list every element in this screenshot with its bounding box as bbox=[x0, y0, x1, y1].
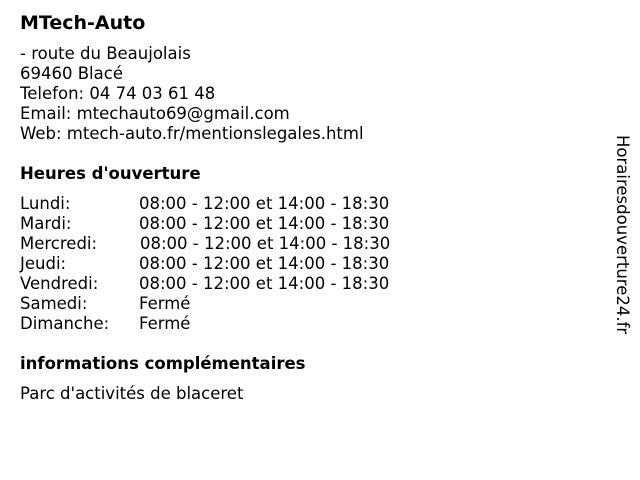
hours-day: Jeudi: bbox=[20, 254, 67, 273]
hours-heading: Heures d'ouverture bbox=[20, 164, 201, 183]
info-heading: informations complémentaires bbox=[20, 354, 306, 373]
hours-time: 08:00 - 12:00 et 14:00 - 18:30 bbox=[139, 274, 390, 293]
hours-day: Vendredi: bbox=[20, 274, 99, 293]
hours-day: Mardi: bbox=[20, 214, 72, 233]
hours-time: Fermé bbox=[139, 294, 191, 313]
hours-time: Fermé bbox=[139, 314, 191, 333]
hours-time: 08:00 - 12:00 et 14:00 - 18:30 bbox=[139, 214, 390, 233]
email-line: Email: mtechauto69@gmail.com bbox=[20, 104, 290, 123]
hours-day: Samedi: bbox=[20, 294, 88, 313]
address-street: - route du Beaujolais bbox=[20, 44, 191, 63]
web-line: Web: mtech-auto.fr/mentionslegales.html bbox=[20, 124, 364, 143]
hours-time: 08:00 - 12:00 et 14:00 - 18:30 bbox=[139, 194, 390, 213]
hours-day: Mercredi: bbox=[20, 234, 98, 253]
info-text: Parc d'activités de blaceret bbox=[20, 384, 244, 403]
business-name: MTech-Auto bbox=[20, 12, 146, 34]
watermark-text: Horairesdouverture24.fr bbox=[613, 135, 632, 335]
phone-line: Telefon: 04 74 03 61 48 bbox=[20, 84, 216, 103]
address-block bbox=[20, 44, 364, 144]
address-city: 69460 Blacé bbox=[20, 64, 123, 83]
hours-day: Dimanche: bbox=[20, 314, 110, 333]
hours-day: Lundi: bbox=[20, 194, 71, 213]
hours-time: 08:00 - 12:00 et 14:00 - 18:30 bbox=[140, 234, 391, 253]
hours-time: 08:00 - 12:00 et 14:00 - 18:30 bbox=[139, 254, 390, 273]
